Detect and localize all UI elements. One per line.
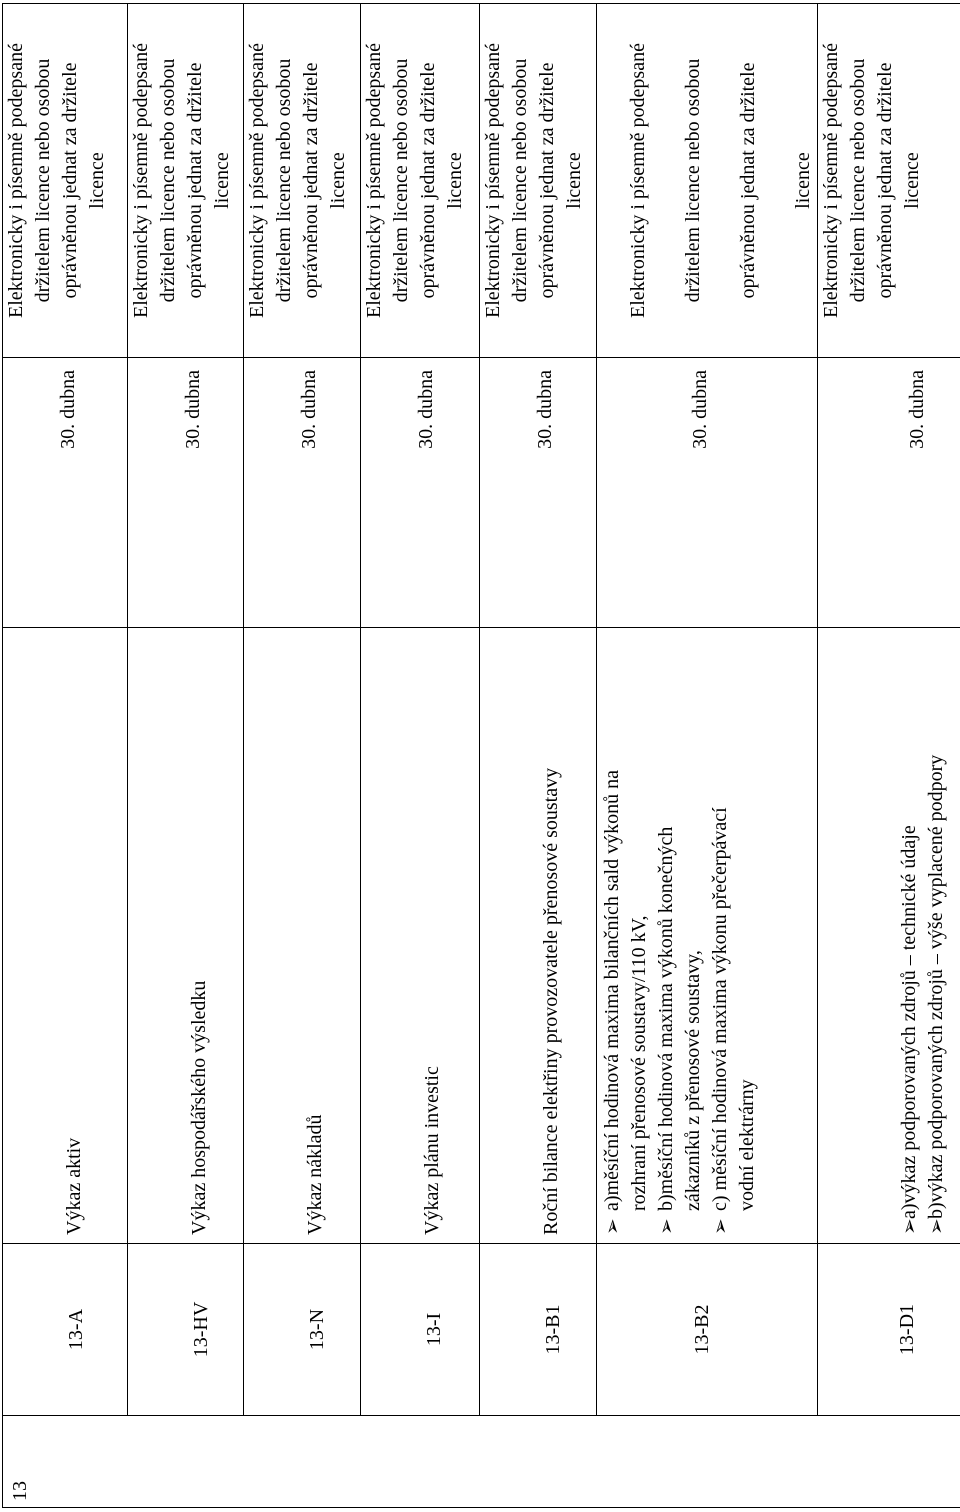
row-name: Výkaz nákladů <box>244 628 361 1244</box>
row-submission: Elektronicky i písemně podepsané držitelem licence nebo osobou oprávněnou jednat za držitele licence <box>818 4 960 358</box>
row-submission: Elektronicky i písemně podepsané držitelem licence nebo osobou oprávněnou jednat za držitele licence <box>128 4 244 358</box>
row-name <box>818 628 960 1244</box>
report-table <box>2 3 960 1508</box>
arrow-bullet-icon: ➢ <box>897 1218 921 1235</box>
row-name: Roční bilance elektřiny provozovatele přenosové soustavy <box>480 628 597 1244</box>
list-item: ➢ b)měsíční hodinová maxima výkonů konečných zákazníků z přenosové soustavy, <box>654 826 704 1235</box>
table-row <box>480 4 597 1508</box>
bullet-list <box>599 628 761 1237</box>
list-item: ➢ c) měsíční hodinová maxima výkonu přečerpávací vodní elektrárny <box>708 807 758 1235</box>
row-deadline: 30. dubna <box>128 358 244 628</box>
table-row <box>3 4 128 1508</box>
row-code: 13-B2 <box>597 1244 818 1416</box>
list-item: ➢ a)měsíční hodinová maxima bilančních sald výkonů na rozhraní přenosové soustavy/110 kV, <box>600 770 650 1235</box>
row-submission: Elektronicky i písemně podepsané držitelem licence nebo osobou oprávněnou jednat za držitele licence <box>361 4 480 358</box>
row-code: 13-HV <box>128 1244 244 1416</box>
row-submission: Elektronicky i písemně podepsané držitelem licence nebo osobou oprávněnou jednat za držitele licence <box>3 4 128 358</box>
list-item: ➢ b)výkaz podporovaných zdrojů – výše vyplacené podpory <box>924 754 948 1235</box>
row-name: Výkaz aktiv <box>3 628 128 1244</box>
row-name: Výkaz plánu investic <box>361 628 480 1244</box>
row-code: 13-N <box>244 1244 361 1416</box>
row-submission: Elektronicky i písemně podepsané držitelem licence nebo osobou oprávněnou jednat za držitele licence <box>597 4 818 358</box>
table-row <box>597 4 818 1508</box>
arrow-bullet-icon: ➢ <box>924 1218 948 1235</box>
row-name: Výkaz hospodářského výsledku <box>128 628 244 1244</box>
arrow-bullet-icon: ➢ <box>600 1218 624 1235</box>
table-row <box>128 4 244 1508</box>
list-item: ➢ a)výkaz podporovaných zdrojů – technické údaje <box>897 825 921 1235</box>
row-name <box>597 628 818 1244</box>
arrow-bullet-icon: ➢ <box>708 1218 732 1235</box>
bullet-list <box>896 628 950 1237</box>
row-deadline: 30. dubna <box>480 358 597 628</box>
row-code: 13-D1 <box>818 1244 960 1416</box>
row-deadline: 30. dubna <box>244 358 361 628</box>
row-deadline: 30. dubna <box>361 358 480 628</box>
row-deadline: 30. dubna <box>818 358 960 628</box>
row-submission: Elektronicky i písemně podepsané držitelem licence nebo osobou oprávněnou jednat za držitele licence <box>244 4 361 358</box>
row-code: 13-B1 <box>480 1244 597 1416</box>
row-deadline: 30. dubna <box>3 358 128 628</box>
row-code: 13-A <box>3 1244 128 1416</box>
row-submission: Elektronicky i písemně podepsané držitelem licence nebo osobou oprávněnou jednat za držitele licence <box>480 4 597 358</box>
section-number: 13 <box>3 1416 960 1508</box>
table-row <box>818 4 960 1508</box>
row-deadline: 30. dubna <box>597 358 818 628</box>
table-row <box>361 4 480 1508</box>
arrow-bullet-icon: ➢ <box>654 1218 678 1235</box>
row-code: 13-I <box>361 1244 480 1416</box>
table-row <box>244 4 361 1508</box>
